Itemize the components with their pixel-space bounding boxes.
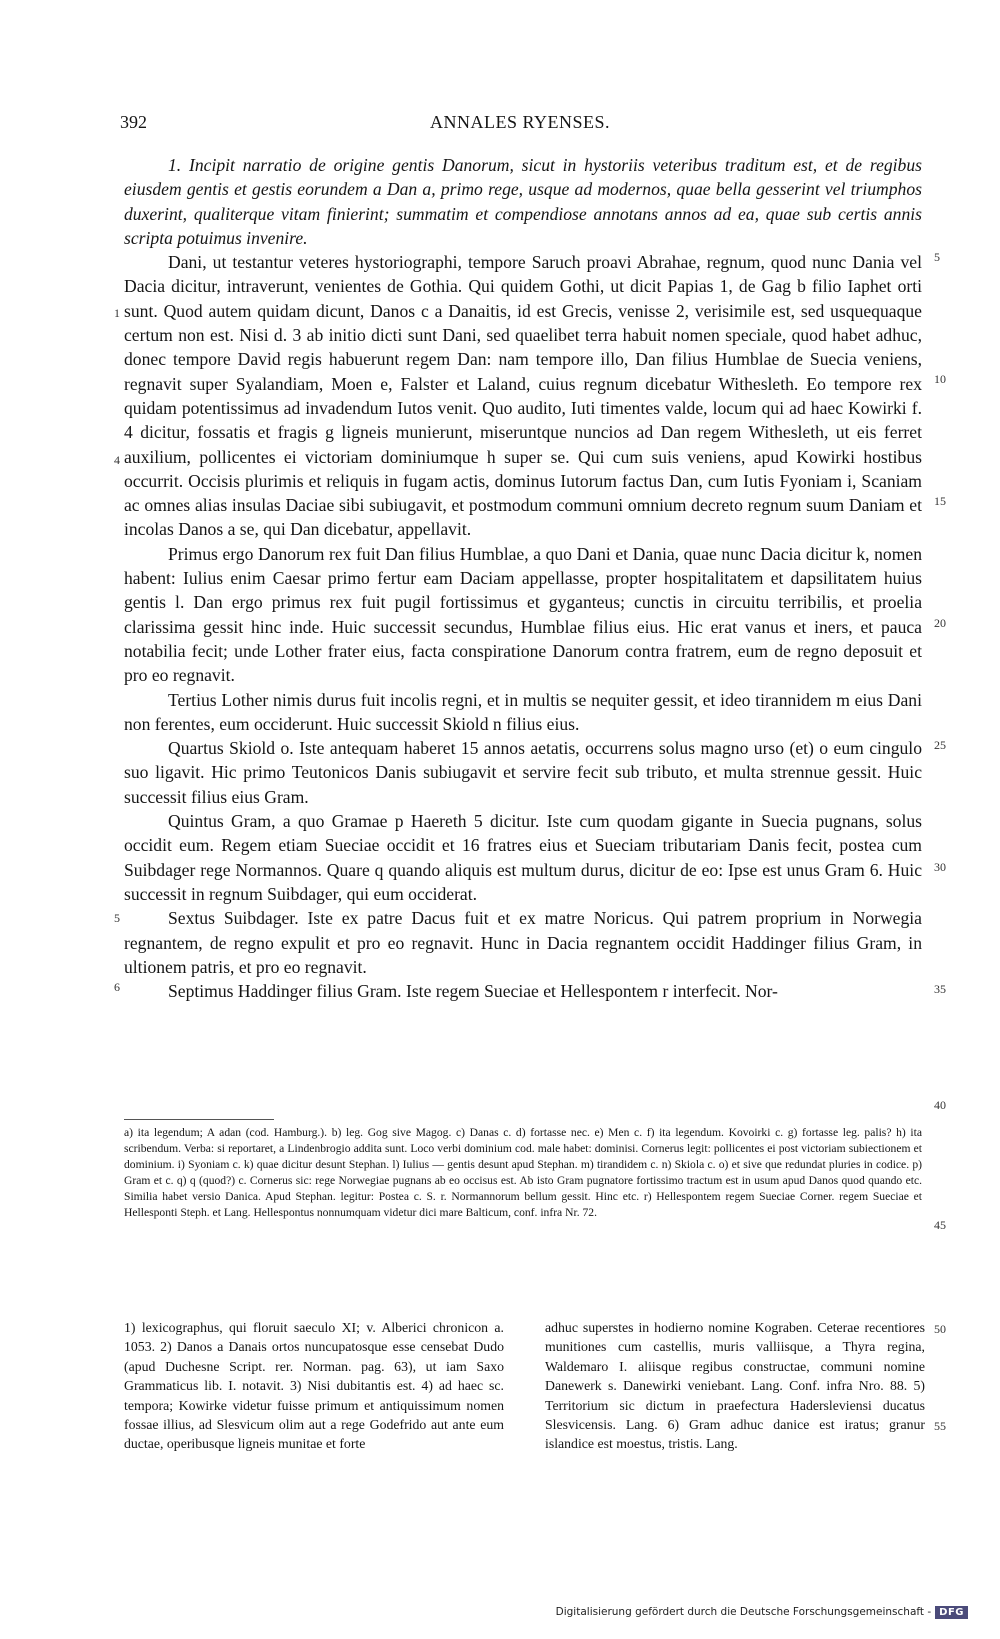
line-number: 25 [934, 738, 946, 752]
margin-note: 6 [114, 980, 120, 994]
running-head [120, 112, 920, 142]
paragraph-intro: 1. Incipit narratio de origine gentis Danorum, sicut in hystoriis veteribus traditum est, et de regibus eiusdem gentis et gestis eorundem a Dan a, primo rege, usque ad modernos, quae bella gesserint vel triumphos duxerint, qualiterque vitam finierint; summatim et compendiose annotans annos ad ea, quae sub certis annis scripta potuimus invenire. [124, 155, 922, 248]
explanatory-notes-right: adhuc superstes in hodierno nomine Kograben. Ceterae recentiores munitiones cum castellis, muris valliisque, a Thyra regina, Waldemaro I. aliisque regibus constructae, communi nomine Danewerk s. Danewirki veniebant. Lang. Conf. infra Nro. 88. 5) Territorium sic dictum in praefectura Hadersleviensi ducatus Slesvicensis. Lang. 6) Gram adhuc danice est iratus; granur islandice est moestus, tristis. Lang. [545, 1320, 925, 1452]
line-number: 15 [934, 494, 946, 508]
line-number: 55 [934, 1419, 946, 1433]
margin-note: 1 [114, 306, 120, 320]
line-number: 5 [934, 250, 940, 264]
paragraph-quartus: Quartus Skiold o. Iste antequam haberet 15 annos aetatis, occurrens solus magno urso (et) o eum cingulo suo ligavit. Hic primo Teutonicos Danis subiugavit et servire fecit sub tributo, et multa strennue gessit. Huic successit filius eius Gram. [124, 738, 922, 807]
paragraph-sextus: Sextus Suibdager. Iste ex patre Dacus fuit et ex matre Noricus. Qui patrem proprium in Norwegia regnantem, de regno expulit et pro eo regnavit. Hunc in Dacia regnantem occidit Haddinger filius Gram, in ultionem patris, et pro eo regnavit. [124, 908, 922, 977]
paragraph-tertius: Tertius Lother nimis durus fuit incolis regni, et in multis se nequiter gessit, et ideo tirannidem m eius Dani non ferentes, eum occiderunt. Huic successit Skiold n filius eius. [124, 689, 922, 734]
page-number: 392 [120, 112, 147, 132]
line-number: 10 [934, 372, 946, 386]
credit-text: Digitalisierung gefördert durch die Deutsche Forschungsgemeinschaft - [555, 1606, 932, 1618]
explanatory-notes-left: 1) lexicographus, qui floruit saeculo XI; v. Alberici chronicon a. 1053. 2) Danos a Danais ortos nuncupatosque esse censebat Dudo (apud Duchesne Script. rer. Norman. pag. 63), ut iam Saxo Grammaticus lib. I. notavit. 3) Nisi dubitantis est. 4) ad haec sc. tempora; Kowirke videtur fuisse primum et antiquissimum nomen fossae illius, ad Slesvicum olim aut a rege Godefrido aut ante eum ductae, operibusque ligneis munitae et forte [124, 1320, 504, 1452]
paragraph-primus: Primus ergo Danorum rex fuit Dan filius Humblae, a quo Dani et Dania, quae nunc Dacia dicitur k, nomen habent: Iulius enim Caesar primo fertur eam Daciam appellasse, propter hospitalitatem et dapsilitatem huius gentis l. Dan ergo primus rex fuit pugil fortissimus et gyganteus; cunctis in circuitu terribilis, et proelia clarissima gessit hinc inde. Huic successit secundus, Humblae filius eius. Hic erat vanus et iners, et pauca notabilia fecit; unde Lother frater eius, facta conspiratione Danorum contra fratrem, eum de regno deposuit et pro eo regnavit. [124, 543, 922, 686]
margin-note: 5 [114, 911, 120, 925]
dfg-logo: DFG [935, 1606, 968, 1619]
paragraph-origin: Dani, ut testantur veteres hystoriographi, tempore Saruch proavi Abrahae, regnum, quod nunc Dania vel Dacia dicitur, intraverunt, venientes de Gothia. Qui quidem Gothi, ut dicit Papias 1, de Gag b filio Iaphet orti sunt. Quod autem quidam dicunt, Danos c a Danaitis, id est Grecis, venisse 2, verisimile est, sed usquequaque certum non est. Nisi d. 3 ab initio dicti sunt Dani, sed quaelibet terra habuit nomen speciale, quod habet adhuc, donec tempore David regis habuerunt regem Dan: nam tempore illo, Dan filius Humblae de Suecia veniens, regnavit super Syalandiam, Moen e, Falster et Laland, cuius regnum dicebatur Withesleth. Eo tempore rex quidam potentissimus ad invadendum Iutos venit. Quo audito, Iuti timentes valde, locum qui ad haec Kowirki f. 4 dicitur, fossatis et fragis g ligneis munierunt, miseruntque nuncios ad Dan regem Withesleth, ut eis ferret auxilium, pollicentes ei victoriam dominiumque h super se. Qui cum suis veniens, apud Kowirki hostibus occurrit. Occisis plurimis et reliquis in fugam actis, dominus Iutorum factus Dan, cum Iutis Fyoniam i, Scaniam ac omnes alias insulas Daciae sibi subiugavit, et postmodum communi omnium decreto regnum suum Daniam et incolas Danos a se, qui Dan dicebatur, appellavit. [124, 252, 922, 540]
line-number: 45 [934, 1218, 946, 1232]
paragraph-quintus: Quintus Gram, a quo Gramae p Haereth 5 dicitur. Iste cum quodam gigante in Suecia pugnans, solus occidit eum. Regem etiam Sueciae occidit et 16 fratres eius et Sueciam tributariam Danis fecit, postea cum Suibdager rege Normannos. Quare q quando aliquis est multum durus, dicitur de eo: Ipse est unus Gram 6. Huic successit in regnum Suibdager, qui eum occiderat. [124, 811, 922, 904]
digitization-credit [556, 1603, 968, 1621]
line-number: 50 [934, 1322, 946, 1336]
paragraph-septimus: Septimus Haddinger filius Gram. Iste regem Sueciae et Hellespontem r interfecit. Nor- [168, 981, 778, 1002]
margin-note: 4 [114, 453, 120, 467]
line-number: 35 [934, 982, 946, 996]
line-number: 30 [934, 860, 946, 874]
main-text [124, 153, 922, 1003]
running-title: ANNALES RYENSES. [429, 112, 611, 132]
footnote-divider [124, 1119, 274, 1120]
critical-apparatus: a) ita legendum; A adan (cod. Hamburg.). b) leg. Gog sive Magog. c) Danas c. d) fortasse nec. e) Men c. f) ita legendum. Kovoirki c. g) fortasse leg. palis? h) ita scribendum. Verba: si reportaret, a Lindenbrogio addita sunt. Loco verbi dominium cod. male habet: dominisi. Cornerus legit: pollicentes ei post victoriam subiectionem et dominium. i) Syoniam c. k) quae dicitur desunt Stephan. l) Iulius — gentis desunt apud Stephan. m) tirandidem c. n) Skiola c. o) et sive que redundat pluries in codice. p) Gram et c. q) q (quod?) c. Cornerus sic: rege Norwegiae pugnans ab eo occisus est. Ab isto Gram pugnatore fortissimo tractum est in usum apud Danos quod quando etc. Similia habet versio Danica. Apud Stephan. legitur: Postea c. S. r. Normannorum bellum gessit. Hinc etc. r) Hellespontem regem Sueciae Corner. regem Sueciae et Hellesponti Steph. et Lang. Hellespontus nonnumquam videtur dici mare Balticum, conf. infra Nr. 72. [124, 1126, 922, 1219]
line-number: 20 [934, 616, 946, 630]
line-number: 40 [934, 1098, 946, 1112]
